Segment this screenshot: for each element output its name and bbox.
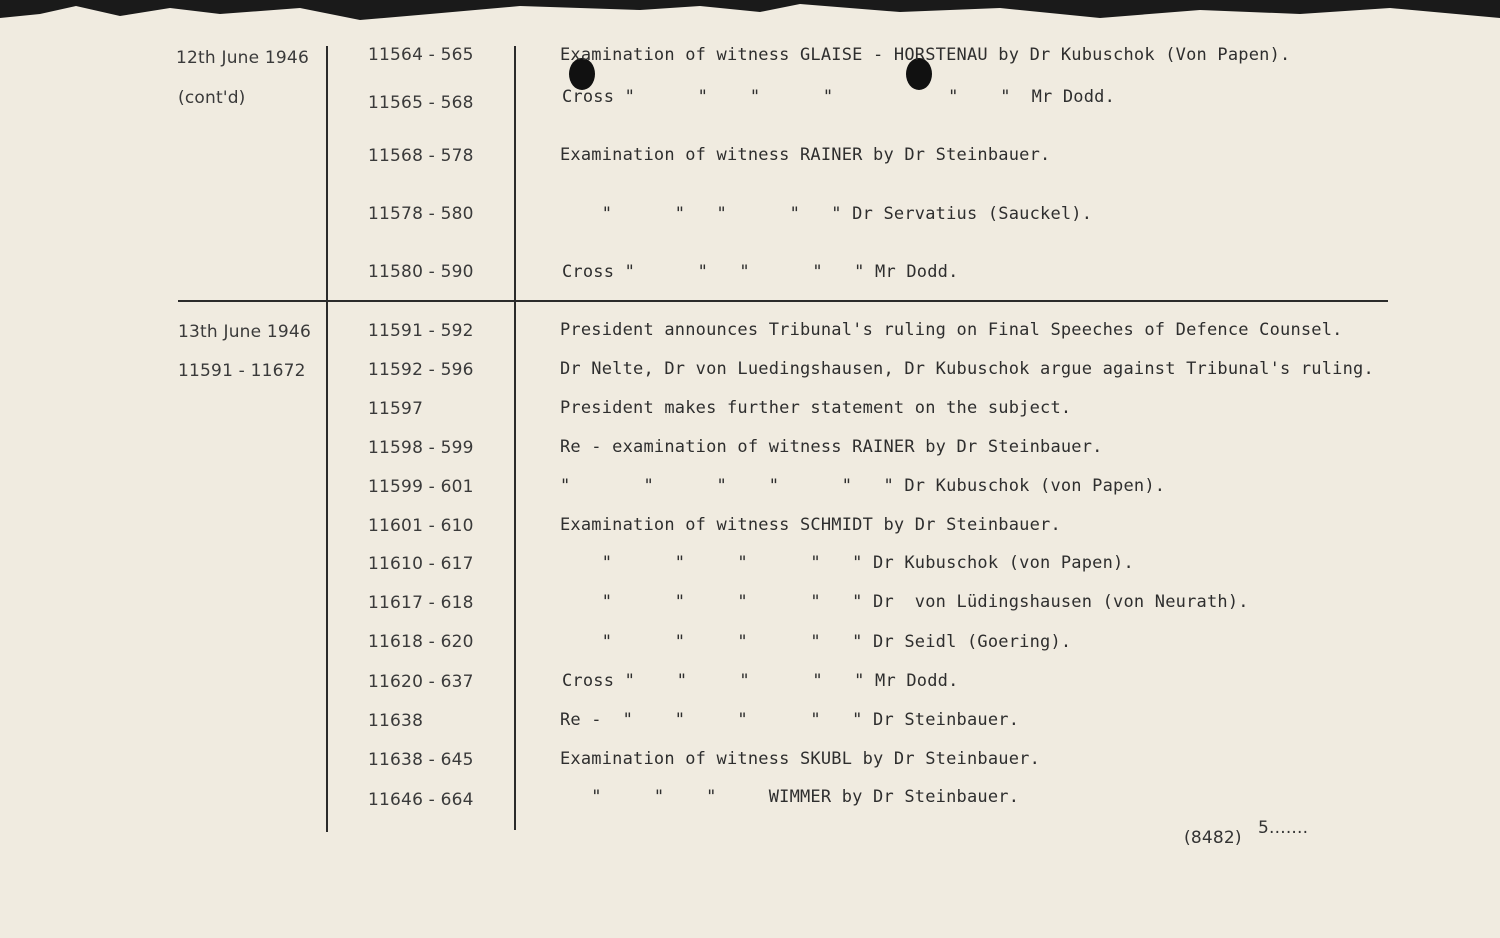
row-pages: 11598 - 599 [368, 438, 474, 458]
row-text: Re - examination of witness RAINER by Dr Steinbauer. [560, 437, 1103, 457]
row-text: " " " " " Dr Kubuschok (von Papen). [560, 553, 1134, 573]
section-date: 12th June 1946 [176, 48, 309, 68]
row-pages: 11592 - 596 [368, 360, 474, 380]
section-separator [178, 300, 1388, 302]
row-text: Cross " " " " " " Mr Dodd. [562, 87, 1116, 107]
row-text: Cross " " " " " Mr Dodd. [562, 671, 959, 691]
row-text: Examination of witness SCHMIDT by Dr Steinbauer. [560, 515, 1061, 535]
row-pages: 11597 [368, 399, 424, 419]
row-pages: 11617 - 618 [368, 593, 474, 613]
row-text: " " " " " " Dr Kubuschok (von Papen). [560, 476, 1166, 496]
column-divider-date [326, 46, 328, 832]
row-pages: 11638 - 645 [368, 750, 474, 770]
row-text: President announces Tribunal's ruling on Final Speeches of Defence Counsel. [560, 320, 1343, 340]
row-text: Examination of witness GLAISE - HORSTENAU by Dr Kubuschok (Von Papen). [560, 45, 1291, 65]
row-pages: 11601 - 610 [368, 516, 474, 536]
row-pages: 11620 - 637 [368, 672, 474, 692]
document-code: (8482) [1184, 828, 1242, 848]
section-date: 13th June 1946 [178, 322, 311, 342]
continuation-marker: 5....... [1258, 818, 1309, 838]
row-text: President makes further statement on the subject. [560, 398, 1072, 418]
torn-top-edge [0, 0, 1500, 40]
row-text: Re - " " " " " Dr Steinbauer. [560, 710, 1020, 730]
row-text: " " " " " Dr von Lüdingshausen (von Neurath). [560, 592, 1249, 612]
row-text: Dr Nelte, Dr von Luedingshausen, Dr Kubuschok argue against Tribunal's ruling. [560, 359, 1374, 379]
row-text: Examination of witness SKUBL by Dr Steinbauer. [560, 749, 1041, 769]
row-pages: 11638 [368, 711, 424, 731]
row-pages: 11564 - 565 [368, 45, 474, 65]
section-date-note: (cont'd) [178, 88, 246, 108]
column-divider-pages [514, 46, 516, 830]
row-pages: 11646 - 664 [368, 790, 474, 810]
row-text: " " " WIMMER by Dr Steinbauer. [560, 787, 1020, 807]
row-pages: 11591 - 592 [368, 321, 474, 341]
row-pages: 11599 - 601 [368, 477, 474, 497]
row-text: " " " " " Dr Seidl (Goering). [560, 632, 1072, 652]
row-text: " " " " " Dr Servatius (Sauckel). [560, 204, 1093, 224]
row-text: Examination of witness RAINER by Dr Steinbauer. [560, 145, 1051, 165]
row-text: Cross " " " " " Mr Dodd. [562, 262, 959, 282]
row-pages: 11565 - 568 [368, 93, 474, 113]
section-date-note: 11591 - 11672 [178, 361, 306, 381]
row-pages: 11580 - 590 [368, 262, 474, 282]
row-pages: 11568 - 578 [368, 146, 474, 166]
row-pages: 11618 - 620 [368, 632, 474, 652]
row-pages: 11578 - 580 [368, 204, 474, 224]
row-pages: 11610 - 617 [368, 554, 474, 574]
